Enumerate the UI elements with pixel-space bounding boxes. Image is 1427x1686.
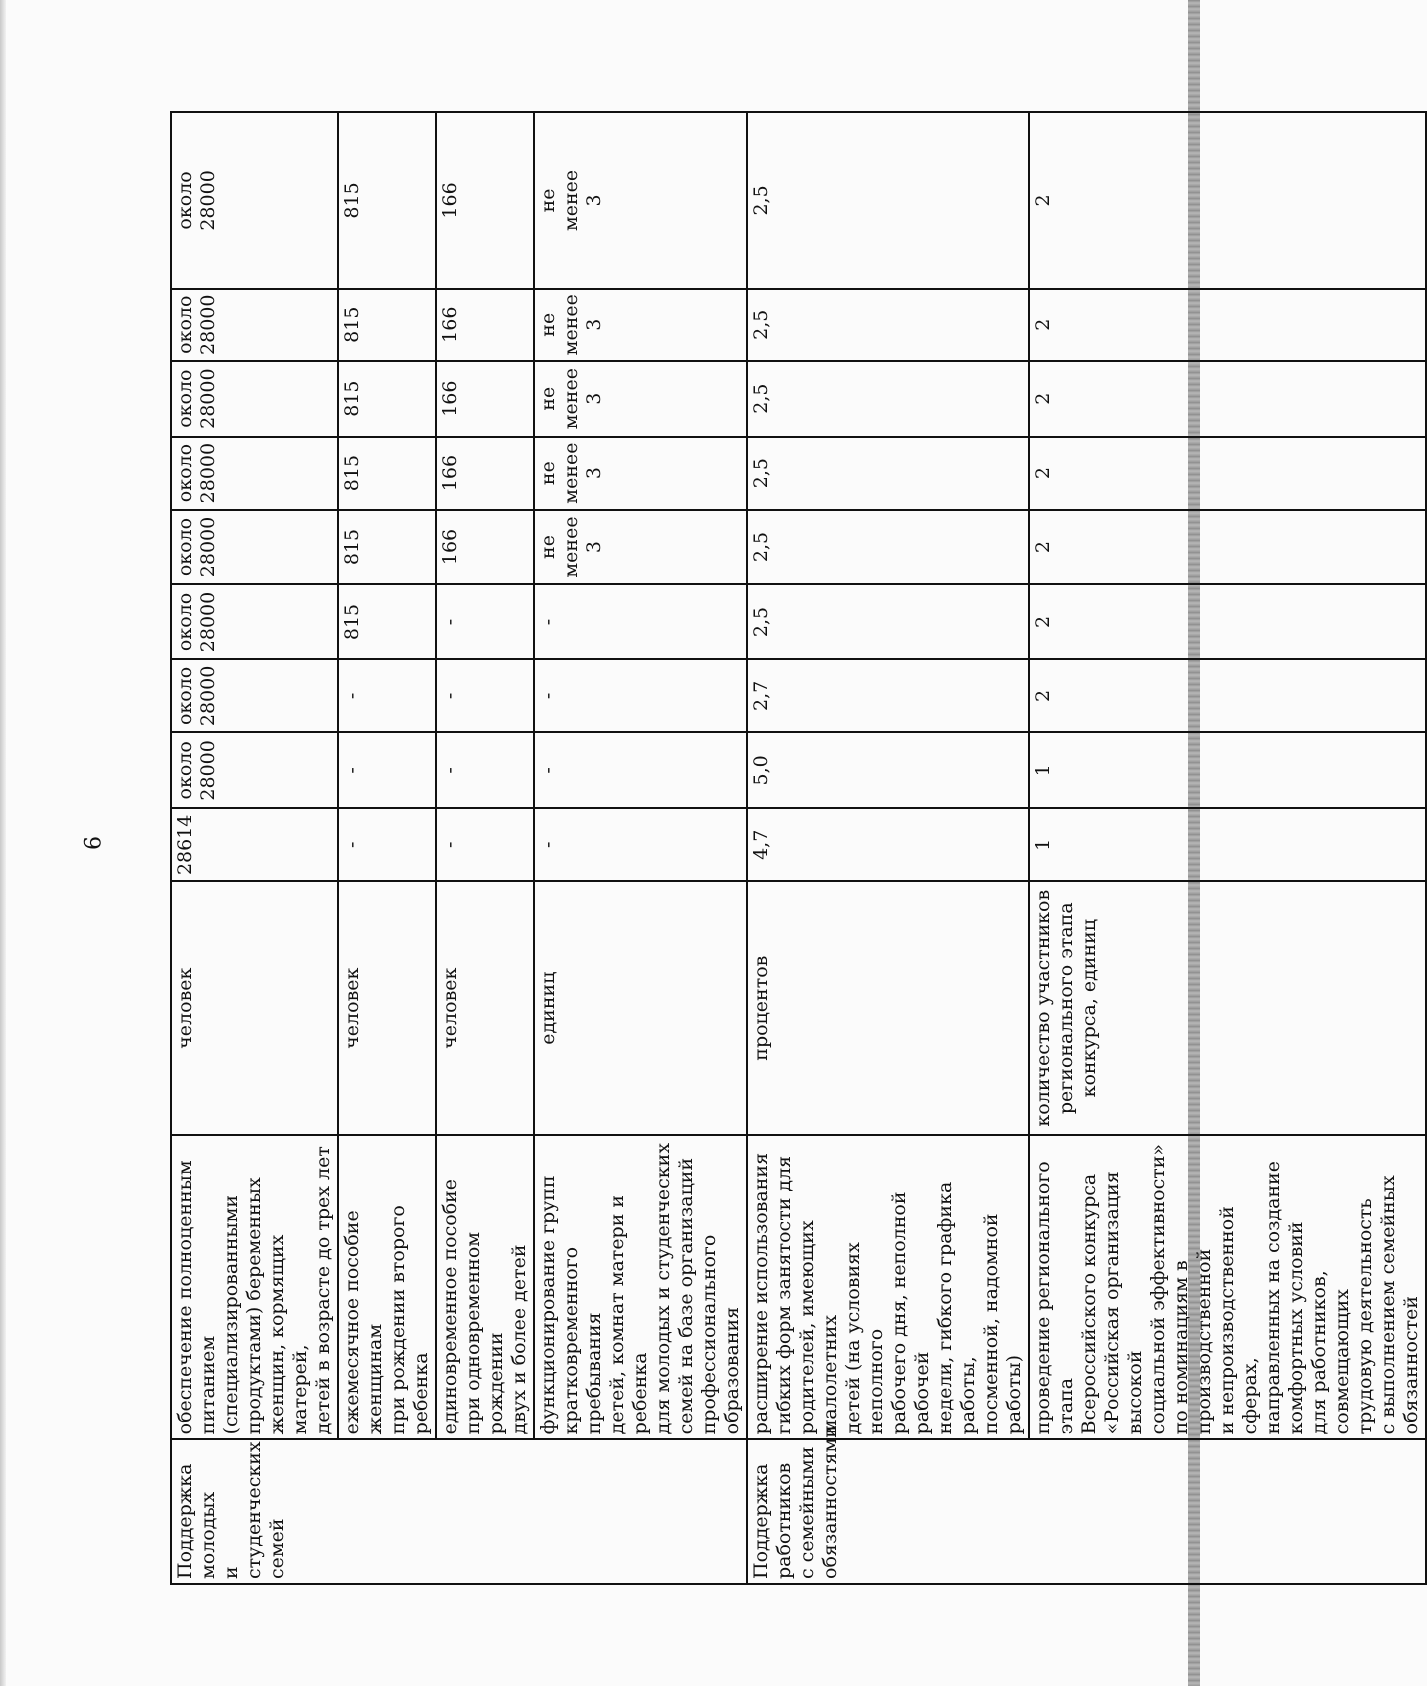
table-row (1029, 112, 1426, 1584)
value-cell: около 28000 (171, 659, 338, 732)
value-cell: 166 (436, 437, 534, 510)
value-cell: - (338, 659, 436, 732)
value-cell: 2,5 (747, 510, 1029, 585)
value-cell: 2,5 (747, 112, 1029, 289)
value-cell: 166 (436, 510, 534, 585)
table-row (747, 112, 1029, 1584)
unit-cell: человек (338, 881, 436, 1135)
value-cell: 2 (1029, 361, 1426, 437)
value-cell: не менее 3 (534, 112, 747, 289)
value-cell: 815 (338, 585, 436, 660)
value-cell: 2 (1029, 659, 1426, 732)
value-cell: 2,5 (747, 585, 1029, 660)
value-cell: 2,5 (747, 361, 1029, 437)
unit-cell: количество участников регионального этапа конкурса, единиц (1029, 881, 1426, 1135)
value-cell: не менее 3 (534, 289, 747, 361)
value-cell: 4,7 (747, 808, 1029, 881)
value-cell: 2,7 (747, 659, 1029, 732)
value-cell: 815 (338, 510, 436, 585)
value-cell: - (338, 808, 436, 881)
value-cell: - (436, 732, 534, 808)
value-cell: около 28000 (171, 361, 338, 437)
value-cell: 1 (1029, 732, 1426, 808)
value-cell: около 28000 (171, 112, 338, 289)
value-cell: 2 (1029, 289, 1426, 361)
value-cell: около 28000 (171, 437, 338, 510)
scan-edge-left (0, 0, 6, 1686)
value-cell: - (534, 732, 747, 808)
direction-cell: Поддержка работников с семейными обязанностями (747, 1439, 1426, 1584)
value-cell: 1 (1029, 808, 1426, 881)
value-cell: около 28000 (171, 510, 338, 585)
table-row (436, 112, 534, 1584)
table-row (171, 112, 338, 1584)
value-cell: не менее 3 (534, 510, 747, 585)
unit-cell: человек (171, 881, 338, 1135)
value-cell: 2 (1029, 112, 1426, 289)
value-cell: - (436, 585, 534, 660)
value-cell: 815 (338, 289, 436, 361)
value-cell: - (534, 808, 747, 881)
event-cell: единовременное пособие при одновременном рождении двух и более детей (436, 1135, 534, 1439)
value-cell: около 28000 (171, 732, 338, 808)
value-cell: - (436, 659, 534, 732)
direction-cell: Поддержка молодых и студенческих семей (171, 1439, 747, 1584)
value-cell: 2 (1029, 510, 1426, 585)
value-cell: 5,0 (747, 732, 1029, 808)
value-cell: 166 (436, 112, 534, 289)
event-cell: функционирование групп кратковременного пребывания детей, комнат матери и ребенка для молодых и студенческих семей на базе организаций профессионального образования (534, 1135, 747, 1439)
value-cell: не менее 3 (534, 361, 747, 437)
table-row (338, 112, 436, 1584)
value-cell: 166 (436, 361, 534, 437)
value-cell: 815 (338, 112, 436, 289)
value-cell: 2 (1029, 437, 1426, 510)
value-cell: 815 (338, 361, 436, 437)
rotated-table-container (170, 111, 1422, 1585)
value-cell: не менее 3 (534, 437, 747, 510)
value-cell: 166 (436, 289, 534, 361)
value-cell: 2,5 (747, 289, 1029, 361)
value-cell: - (436, 808, 534, 881)
unit-cell: человек (436, 881, 534, 1135)
unit-cell: единиц (534, 881, 747, 1135)
event-cell: проведение регионального этапа Всероссийского конкурса «Российская организация высокой социальной эффективности» по номинациям в производственной и непроизводственной сферах, направленных на создание комфортных условий для работников, совмещающих трудовую деятельность с выполнением семейных обязанностей (1029, 1135, 1426, 1439)
value-cell: 28614 (171, 808, 338, 881)
event-cell: обеспечение полноценным питанием (специализированными продуктами) беременных женщин, кормящих матерей, детей в возрасте до трех лет (171, 1135, 338, 1439)
page-number-text: 6 (81, 836, 107, 850)
value-cell: около 28000 (171, 289, 338, 361)
value-cell: - (534, 585, 747, 660)
value-cell: 2 (1029, 585, 1426, 660)
value-cell: 2,5 (747, 437, 1029, 510)
table-row (534, 112, 747, 1584)
value-cell: - (338, 732, 436, 808)
event-cell: расширение использования гибких форм занятости для родителей, имеющих малолетних детей (на условиях неполного рабочего дня, неполной рабочей недели, гибкого графика работы, посменной, надомной работы) (747, 1135, 1029, 1439)
value-cell: 815 (338, 437, 436, 510)
indicators-table (170, 111, 1427, 1585)
event-cell: ежемесячное пособие женщинам при рождении второго ребенка (338, 1135, 436, 1439)
value-cell: - (534, 659, 747, 732)
value-cell: около 28000 (171, 585, 338, 660)
unit-cell: процентов (747, 881, 1029, 1135)
